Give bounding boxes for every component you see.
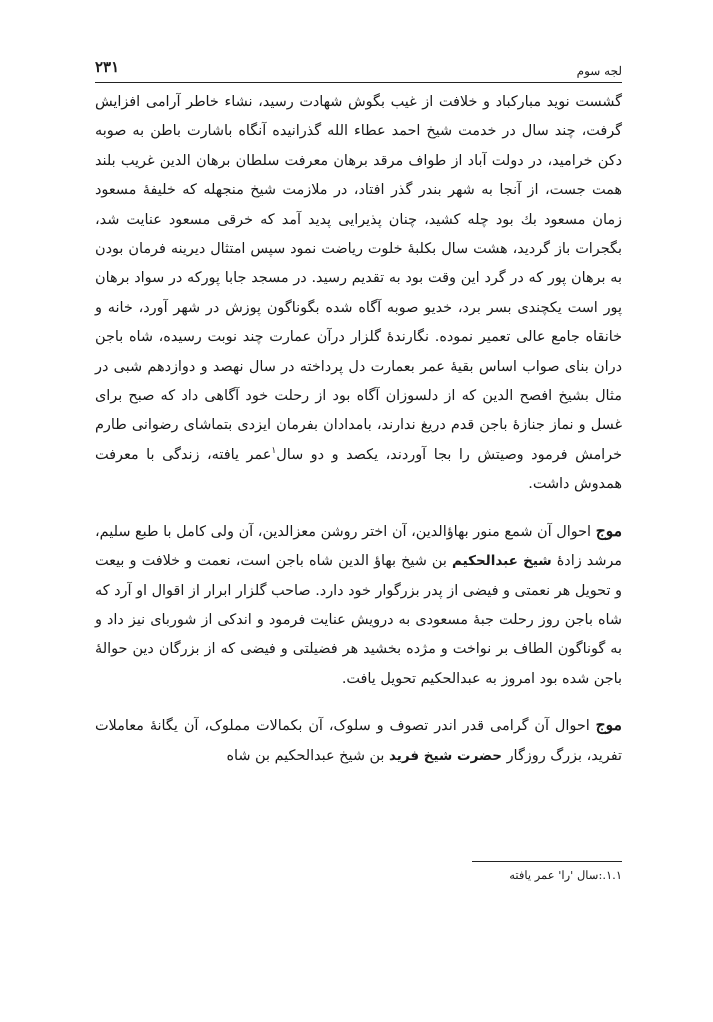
text-line: که خلیفهٔ مسعود زمان مسعود بك بود چله کشید، چنان پذیرایی پدید آمد که <box>95 182 622 228</box>
section-lead-word: موج <box>595 715 622 735</box>
text-line: دارد. صاحب گلزار ابرار از اقوال او آرد که شاه باجن روز رحلت جبهٔ مسعودی به <box>95 582 622 628</box>
paragraph-3 <box>95 710 622 771</box>
text-line: و مژده بخشید هر فضیلتی و فیضی که از بزرگان دین حوالهٔ باجن شده بود امروز به <box>95 641 622 687</box>
text-line: افزایش گرفت، چند سال در خدمت شیخ احمد عطاء الله گذرانیده آنگاه باشارت باطن <box>95 94 623 140</box>
text-line: افصح الدین که از دلسوزان آگاه بود از رحلت خود آگاهی داد که صبح برای <box>95 388 553 405</box>
text-line: احوال آن گرامی قدر اندر تصوف و سلوک، آن بکمالات مملوک، آن <box>183 718 590 735</box>
text-line: اساس بقیهٔ عمر بعمارت دل پرداخته در سال نهصد و دوازدهم شبی در مثال بشیخ <box>95 358 622 405</box>
paragraph-1 <box>95 88 622 500</box>
chapter-title: لجه سوم <box>576 64 622 78</box>
text-line: بن شیخ بهاؤ الدین شاه باجن <box>275 553 447 570</box>
page-header <box>95 56 622 83</box>
text-line: احوال آن شمع منور بهاؤالدین، آن اختر روشن معزالدین، آن ولی <box>210 523 592 540</box>
text-line: رسید. در مسجد جابا پورکه در سواد برهان پور است یکچندی بسر برد، خدیو <box>95 270 622 316</box>
text-line: نمود سپس امتثال دیرینه فرمان بودن به برهان پور که در گرد این وقت بود به تقدیم <box>95 241 622 287</box>
text-line: بن شیخ عبدالحکیم بن شاه <box>226 747 385 764</box>
text-line: نموده. نگارندهٔ گلزار درآن عمارت چند نوبت رسیده، شاه باجن دران بنای صواب <box>95 329 622 375</box>
text-line: معرفت همدوش داشت. <box>95 446 622 493</box>
footnote-divider <box>472 861 622 862</box>
text-line: صوبه آگاه شده بگوناگون پوزش در شهر آورد، خانه و خانقاه جامع عالی تعمیر <box>95 299 623 346</box>
paragraph-2 <box>95 516 622 694</box>
text-line: کامل با طبع سلیم، مرشد زادهٔ <box>95 523 623 570</box>
text-line: یگانهٔ معاملات تفرید، بزرگ روزگار <box>95 718 622 764</box>
text-line: به صوبه دکن خرامید، در دولت آباد از طواف مرقد برهان معرفت سلطان برهان الدین <box>95 123 623 169</box>
text-line: غریب بلند همت جست، از آنجا به شهر بندر گذر افتاد، در ملازمت شیخ منجهله <box>95 152 622 199</box>
text-line: طارم خرامش فرمود وصیتش را بجا آوردند، یکصد و دو سال <box>95 417 622 463</box>
text-line: است، نعمت و خلافت و بیعت و تحویل هر نعمتی و فیضی از پدر بزرگوار خود <box>95 553 622 599</box>
text-line: خرقی مسعود عنایت شد، بگجرات باز گردید، هشت سال بکلبهٔ خلوت ریاضت <box>95 211 622 258</box>
text-line: غسل و نماز جنازهٔ باجن قدم دریغ ندارند، بامدادان بفرمان ایزدی بتماشای رضوانی <box>131 417 622 434</box>
main-text <box>95 88 622 771</box>
section-lead-word: موج <box>595 520 623 540</box>
text-line: عبدالحکیم تحویل یافت. <box>341 670 481 687</box>
text-line: درویش عنایت فرمود و اندکی از شوربای نیز داد و به گوناگون الطاف بر نواخت <box>95 611 622 658</box>
person-name-bold: حضرت شیخ فرید <box>389 747 503 764</box>
footnote: ۱.۱.:سال 'را' عمر یافته <box>509 868 622 882</box>
text-line: عمر یافته، زندگی با <box>146 446 272 463</box>
footnote-marker[interactable]: ۱ <box>271 446 277 457</box>
page-number: ۲۳۱ <box>95 58 120 76</box>
text-line: گشست نوید مبارکباد و خلافت از غیب بگوش شهادت رسید، نشاء خاطر آرامی <box>145 94 622 110</box>
person-name-bold: شیخ عبدالحکیم <box>452 553 552 570</box>
